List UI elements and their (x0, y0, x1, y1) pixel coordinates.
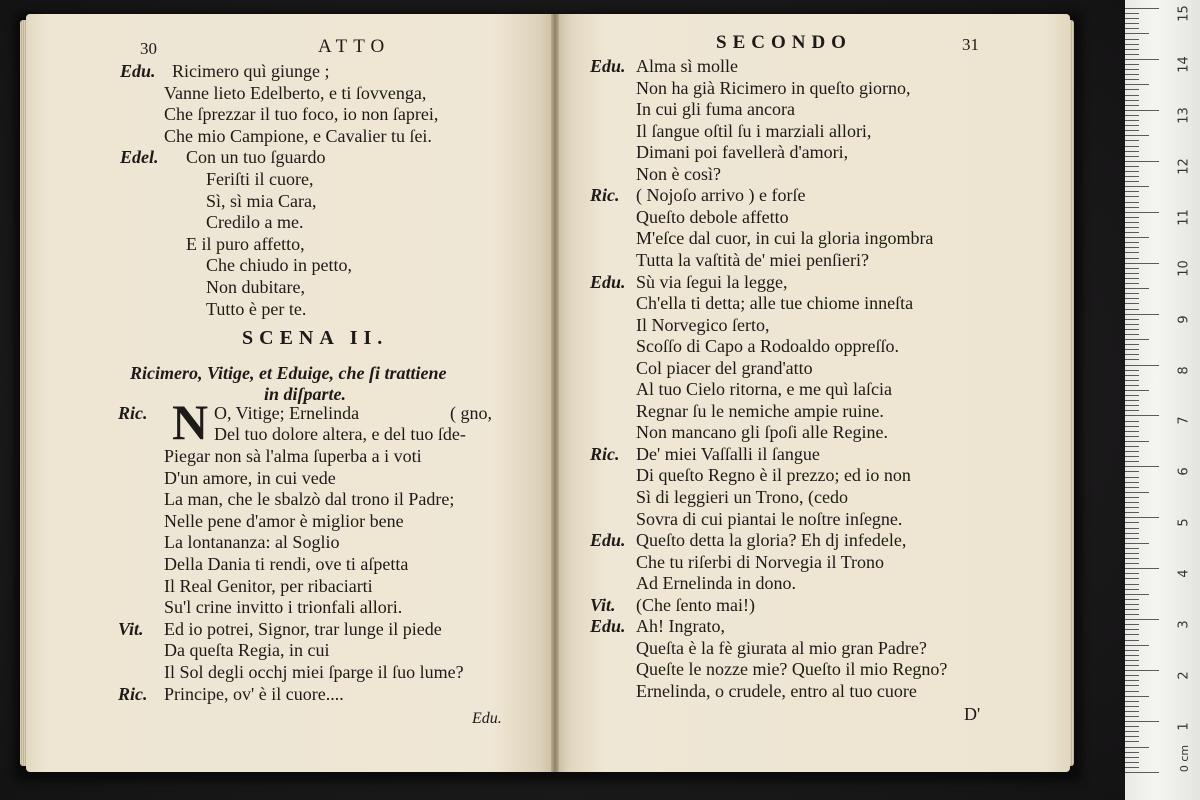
ruler-tick (1125, 207, 1139, 208)
verse-line: Dimani poi favellerà d'amori, (636, 142, 849, 163)
ruler-tick (1125, 578, 1139, 579)
verse-line: Sù via ſegui la legge, (636, 271, 788, 292)
verse-line: Scoſſo di Capo a Rodoaldo oppreſſo. (636, 336, 899, 357)
ruler-tick (1125, 772, 1159, 773)
ruler-number: 1 (1176, 722, 1192, 731)
ruler-tick (1125, 28, 1139, 29)
verse-line: Ch'ella ti detta; alle tue chiome inneſta (636, 293, 914, 314)
ruler-tick (1125, 497, 1139, 498)
right-page (556, 14, 1070, 772)
verse-line: Sì di leggieri un Trono, (cedo (636, 487, 848, 507)
verse-line: Ad Ernelinda in dono. (636, 573, 796, 594)
ruler-tick (1125, 680, 1139, 681)
verse-line: Feriſti il cuore, (206, 169, 314, 189)
verse-line: E il puro affetto, (186, 233, 305, 254)
verse-line: Sì, sì mia Cara, (206, 190, 317, 211)
verse-line: Vanne lieto Edelberto, e ti ſovvenga, (164, 82, 427, 103)
verse-line: De' miei Vaſſalli il ſangue (636, 443, 820, 464)
ruler-tick (1125, 670, 1159, 671)
ruler-tick (1125, 426, 1139, 427)
ruler-tick (1125, 18, 1139, 19)
verse-line: Queſto debole affetto (636, 206, 789, 227)
ruler-tick (1125, 110, 1159, 111)
ruler-tick (1125, 39, 1139, 40)
ruler-tick (1125, 232, 1139, 233)
ruler-tick (1125, 538, 1139, 539)
ruler-number: 7 (1176, 416, 1192, 426)
ruler-number: 5 (1176, 518, 1192, 527)
ruler-tick (1125, 49, 1139, 50)
ruler-tick (1125, 675, 1139, 676)
ruler-tick (1125, 84, 1149, 85)
ruler-tick (1125, 431, 1139, 432)
ruler-tick (1125, 380, 1139, 381)
ruler-tick (1125, 461, 1139, 462)
verse-line: Da queſta Regia, in cui (164, 640, 330, 661)
ruler-tick (1125, 100, 1139, 101)
speaker-label: Ric. (590, 443, 620, 464)
verse-line-tail: ( gno, (450, 403, 492, 423)
verse-line: Che tu riſerbi di Norvegia il Trono (636, 551, 884, 572)
ruler-tick (1125, 421, 1139, 422)
ruler-tick (1125, 191, 1139, 192)
ruler-tick (1125, 660, 1139, 661)
verse-line: Tutto è per te. (206, 298, 307, 319)
verse-line: Credilo a me. (206, 212, 304, 233)
ruler-tick (1125, 390, 1149, 391)
ruler-tick (1125, 634, 1139, 635)
ruler-tick (1125, 528, 1139, 529)
ruler-tick (1125, 548, 1139, 549)
verse-line: Con un tuo ſguardo (186, 147, 326, 168)
ruler-tick (1125, 115, 1139, 116)
catchword: D' (964, 704, 981, 724)
ruler-tick (1125, 54, 1139, 55)
drop-cap: N (172, 394, 209, 450)
verse-line: Il Norvegico ſerto, (636, 314, 770, 335)
verse-line: Queſte le nozze mie? Queſto il mio Regno? (636, 659, 948, 680)
ruler-tick (1125, 33, 1149, 34)
ruler-tick (1125, 655, 1139, 656)
ruler-tick (1125, 339, 1149, 340)
ruler-number: 4 (1176, 569, 1192, 578)
ruler-tick (1125, 568, 1159, 569)
ruler-tick (1125, 410, 1139, 411)
running-head: SECONDO (716, 32, 852, 53)
verse-line: D'un amore, in cui vede (164, 467, 336, 488)
verse-line: Al tuo Cielo ritorna, e me quì laſcia (636, 379, 892, 400)
ruler-number: 2 (1176, 671, 1192, 680)
verse-line: Del tuo dolore altera, e del tuo ſde- (214, 424, 466, 444)
ruler-tick (1125, 665, 1139, 666)
verse-line: Su'l crine invitto i trionfali allori. (164, 597, 403, 618)
ruler-tick (1125, 558, 1139, 559)
ruler-tick (1125, 441, 1149, 442)
ruler-tick (1125, 263, 1159, 264)
ruler-tick (1125, 721, 1159, 722)
ruler-tick (1125, 105, 1139, 106)
ruler-tick (1125, 319, 1139, 320)
verse-line: La man, che le sbalzò dal trono il Padre; (164, 489, 455, 510)
verse-line: Il ſangue oſtil ſu i marziali allori, (636, 120, 872, 141)
speaker-label: Edu. (590, 271, 626, 292)
ruler-tick (1125, 202, 1139, 203)
ruler-tick (1125, 95, 1139, 96)
ruler-tick (1125, 563, 1139, 564)
ruler-tick (1125, 359, 1139, 360)
ruler-tick (1125, 757, 1139, 758)
ruler-tick (1125, 405, 1139, 406)
ruler-tick (1125, 303, 1139, 304)
ruler-tick (1125, 573, 1139, 574)
verse-line: Queſto detta la gloria? Eh dj infedele, (636, 530, 907, 551)
ruler-tick (1125, 415, 1159, 416)
ruler-tick (1125, 385, 1139, 386)
verse-line: Il Real Genitor, per ribaciarti (164, 575, 373, 596)
ruler-number: 10 (1176, 259, 1192, 277)
ruler-number: 6 (1176, 467, 1192, 477)
ruler-tick (1125, 140, 1139, 141)
verse-line: Regnar ſu le nemiche ampie ruine. (636, 400, 884, 421)
ruler-tick (1125, 79, 1139, 80)
ruler-tick (1125, 309, 1139, 310)
ruler-tick (1125, 609, 1139, 610)
ruler-tick (1125, 329, 1139, 330)
ruler-tick (1125, 222, 1139, 223)
ruler-tick (1125, 436, 1139, 437)
ruler-tick (1125, 258, 1139, 259)
speaker-label: Edu. (590, 56, 626, 76)
ruler-tick (1125, 273, 1139, 274)
ruler-tick (1125, 400, 1139, 401)
verse-line: Il Sol degli occhj miei ſparge il ſuo lume? (164, 662, 464, 682)
ruler-tick (1125, 533, 1139, 534)
verse-line: Queſta è la fè giurata al mio gran Padre? (636, 637, 927, 658)
ruler-tick (1125, 64, 1139, 65)
ruler-tick (1125, 629, 1139, 630)
ruler-tick (1125, 640, 1139, 641)
ruler-tick (1125, 212, 1159, 213)
verse-line: In cui gli fuma ancora (636, 99, 795, 120)
ruler-tick (1125, 604, 1139, 605)
ruler-tick (1125, 146, 1139, 147)
ruler-tick (1125, 278, 1139, 279)
verse-line: Piegar non sà l'alma ſuperba a i voti (164, 446, 422, 466)
ruler-tick (1125, 69, 1139, 70)
ruler-tick (1125, 354, 1139, 355)
verse-line: Non dubitare, (206, 277, 305, 297)
verse-line: Tutta la vaſtità de' miei penſieri? (636, 249, 870, 270)
ruler-tick (1125, 176, 1139, 177)
ruler-tick (1125, 614, 1139, 615)
ruler-tick (1125, 171, 1139, 172)
verse-line: Che chiudo in petto, (206, 255, 352, 276)
stage-direction: Ricimero, Vitige, et Eduige, che ſi trattiene (130, 363, 447, 383)
ruler-tick (1125, 731, 1139, 732)
ruler-tick (1125, 130, 1139, 131)
ruler-tick (1125, 747, 1149, 748)
verse-line: ( Nojoſo arrivo ) e forſe (636, 185, 806, 206)
ruler-tick (1125, 395, 1139, 396)
verse-line: Che ſprezzar il tuo foco, io non ſaprei, (164, 104, 439, 125)
ruler-tick (1125, 324, 1139, 325)
verse-line: Sovra di cui piantai le noſtre inſegne. (636, 508, 903, 529)
ruler-tick (1125, 736, 1139, 737)
ruler-number: 11 (1176, 208, 1192, 226)
ruler-tick (1125, 685, 1139, 686)
ruler-tick (1125, 471, 1139, 472)
speaker-label: Edu. (120, 61, 156, 81)
ruler-tick (1125, 370, 1139, 371)
ruler-tick (1125, 125, 1139, 126)
ruler-tick (1125, 186, 1149, 187)
speaker-label: Ric. (118, 683, 148, 704)
ruler-tick (1125, 166, 1139, 167)
ruler-tick (1125, 645, 1149, 646)
ruler-tick (1125, 650, 1139, 651)
speaker-label: Edel. (120, 147, 159, 168)
ruler-tick (1125, 227, 1139, 228)
verse-line: Non ha già Ricimero in queſto giorno, (636, 77, 911, 98)
ruler-number: 8 (1176, 365, 1192, 375)
ruler-tick (1125, 268, 1139, 269)
ruler-number: 12 (1176, 158, 1192, 175)
ruler-tick (1125, 466, 1159, 467)
page-number: 30 (140, 39, 157, 58)
verse-line: Col piacer del grand'atto (636, 357, 813, 378)
ruler-tick (1125, 456, 1139, 457)
ruler-tick (1125, 161, 1159, 162)
ruler-tick (1125, 120, 1139, 121)
verse-line: O, Vitige; Ernelinda (214, 403, 360, 423)
ruler-tick (1125, 135, 1149, 136)
verse-line: Della Dania ti rendi, ove ti aſpetta (164, 554, 409, 574)
verse-line: Ricimero quì giunge ; (172, 61, 330, 81)
ruler-tick (1125, 89, 1139, 90)
ruler-tick (1125, 512, 1139, 513)
ruler-tick (1125, 181, 1139, 182)
ruler-tick (1125, 487, 1139, 488)
catchword: Edu. (472, 710, 502, 727)
ruler-tick (1125, 151, 1139, 152)
speaker-label: Vit. (590, 594, 616, 615)
ruler-tick (1125, 589, 1139, 590)
speaker-label: Ric. (590, 185, 620, 206)
ruler-tick (1125, 517, 1159, 518)
ruler-tick (1125, 298, 1139, 299)
ruler-tick (1125, 553, 1139, 554)
ruler-tick (1125, 543, 1149, 544)
ruler-tick (1125, 624, 1139, 625)
verse-line: M'eſce dal cuor, in cui la gloria ingombra (636, 228, 934, 249)
ruler-number: 9 (1176, 314, 1192, 324)
ruler-tick (1125, 237, 1149, 238)
ruler-tick (1125, 44, 1139, 45)
measuring-ruler (1125, 0, 1200, 800)
ruler-tick (1125, 762, 1139, 763)
running-head: ATTO (318, 36, 391, 57)
ruler-tick (1125, 156, 1139, 157)
ruler-tick (1125, 492, 1149, 493)
ruler-tick (1125, 522, 1139, 523)
ruler-tick (1125, 314, 1159, 315)
verse-line: Ah! Ingrato, (636, 616, 725, 637)
page-number: 31 (962, 35, 979, 54)
ruler-tick (1125, 283, 1139, 284)
ruler-tick (1125, 691, 1139, 692)
ruler-tick (1125, 59, 1159, 60)
ruler-number: 15 (1176, 5, 1192, 22)
ruler-tick (1125, 344, 1139, 345)
ruler-tick (1125, 502, 1139, 503)
speaker-label: Ric. (118, 403, 148, 423)
ruler-tick (1125, 365, 1159, 366)
ruler-tick (1125, 8, 1159, 9)
ruler-tick (1125, 334, 1139, 335)
ruler-tick (1125, 451, 1139, 452)
ruler-tick (1125, 584, 1139, 585)
verse-line: (Che ſento mai!) (636, 594, 755, 615)
speaker-label: Edu. (590, 616, 626, 637)
ruler-tick (1125, 349, 1139, 350)
ruler-number: 3 (1176, 620, 1192, 629)
ruler-tick (1125, 293, 1139, 294)
ruler-unit-label: 0 cm (1178, 744, 1192, 773)
verse-line: Non mancano gli ſpoſi alle Regine. (636, 422, 888, 443)
stage-direction-cont: in diſparte. (264, 384, 347, 404)
ruler-tick (1125, 696, 1149, 697)
verse-line: Ed io potrei, Signor, trar lunge il piede (164, 618, 442, 639)
ruler-tick (1125, 74, 1139, 75)
ruler-tick (1125, 767, 1139, 768)
ruler-tick (1125, 477, 1139, 478)
ruler-tick (1125, 741, 1139, 742)
ruler-tick (1125, 706, 1139, 707)
speaker-label: Edu. (590, 530, 626, 551)
scene-title: SCENA II. (242, 327, 389, 349)
ruler-number: 14 (1176, 56, 1192, 73)
ruler-tick (1125, 242, 1139, 243)
ruler-tick (1125, 13, 1139, 14)
ruler-tick (1125, 375, 1139, 376)
ruler-tick (1125, 619, 1159, 620)
ruler-tick (1125, 196, 1139, 197)
ruler-tick (1125, 23, 1139, 24)
ruler-tick (1125, 711, 1139, 712)
verse-line: Ernelinda, o crudele, entro al tuo cuore (636, 680, 917, 701)
verse-line: Principe, ov' è il cuore.... (164, 683, 344, 704)
ruler-tick (1125, 217, 1139, 218)
ruler-tick (1125, 594, 1149, 595)
ruler-tick (1125, 599, 1139, 600)
ruler-tick (1125, 247, 1139, 248)
verse-line: Non è così? (636, 163, 721, 184)
verse-line: Alma sì molle (636, 56, 738, 76)
ruler-number: 13 (1176, 107, 1192, 124)
ruler-tick (1125, 507, 1139, 508)
left-page (26, 14, 555, 772)
verse-line: Che mio Campione, e Cavalier tu ſei. (164, 125, 432, 146)
ruler-tick (1125, 482, 1139, 483)
ruler-tick (1125, 446, 1139, 447)
speaker-label: Vit. (118, 618, 144, 639)
verse-line: Di queſto Regno è il prezzo; ed io non (636, 465, 911, 486)
verse-line: La lontananza: al Soglio (164, 532, 340, 553)
ruler-tick (1125, 716, 1139, 717)
book-gutter (551, 14, 559, 772)
ruler-tick (1125, 252, 1139, 253)
ruler-tick (1125, 752, 1139, 753)
verse-line: Nelle pene d'amor è miglior bene (164, 510, 404, 531)
ruler-tick (1125, 288, 1149, 289)
ruler-tick (1125, 726, 1139, 727)
ruler-tick (1125, 701, 1139, 702)
